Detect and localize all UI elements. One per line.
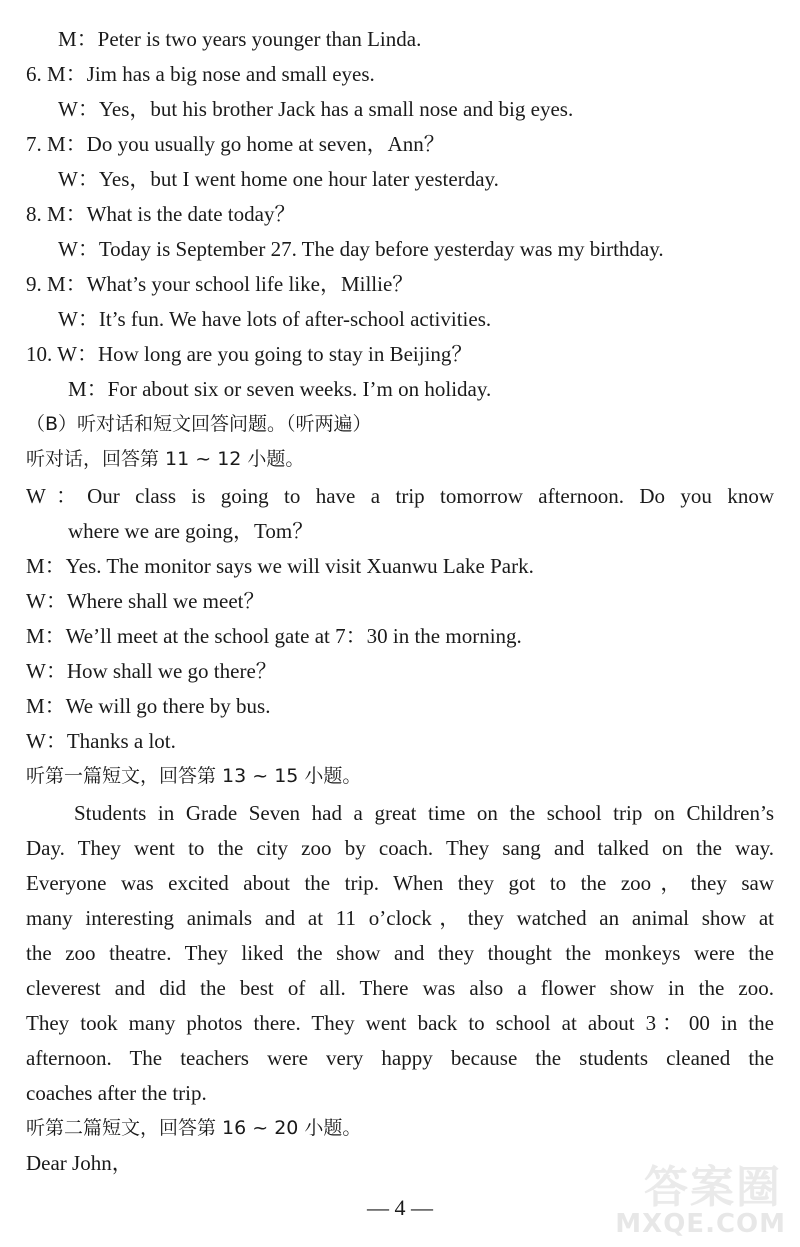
text-line: 8. M：What is the date today？ — [26, 202, 296, 226]
text-line: M：For about six or seven weeks. I’m on holiday. — [68, 377, 492, 401]
text-line: M：Yes. The monitor says we will visit Xuanwu Lake Park. — [26, 554, 534, 578]
paragraph-line: cleverest and did the best of all. There was also a flower show in the zoo. — [26, 976, 774, 1000]
paragraph-line: Day. They went to the city zoo by coach. They sang and talked on the way. — [26, 836, 774, 860]
text-line: 9. M：What’s your school life like，Millie？ — [26, 272, 414, 296]
text-line: 6. M：Jim has a big nose and small eyes. — [26, 62, 375, 86]
watermark-logo — [592, 1147, 792, 1247]
paragraph-line: Everyone was excited about the trip. When they got to the zoo，they saw — [26, 871, 774, 895]
watermark-url: MXQE.COM — [615, 1209, 786, 1239]
text-line: M：We’ll meet at the school gate at 7：30 in the morning. — [26, 624, 522, 648]
paragraph-line: many interesting animals and at 11 o’clock，they watched an animal show at — [26, 906, 774, 930]
text-line: W：Our class is going to have a trip tomorrow afternoon. Do you know — [26, 484, 774, 508]
text-line: W：Thanks a lot. — [26, 729, 176, 753]
page-number: — 4 — — [367, 1195, 433, 1220]
paragraph-line: They took many photos there. They went back to school at about 3：00 in the — [26, 1011, 774, 1035]
text-line: 7. M：Do you usually go home at seven，Ann？ — [26, 132, 445, 156]
section-heading: （B）听对话和短文回答问题。（听两遍） — [26, 413, 372, 435]
paragraph-line: afternoon. The teachers were very happy because the students cleaned the — [26, 1046, 774, 1070]
instruction-line: 听对话，回答第 11 ~ 12 小题。 — [26, 448, 305, 470]
text-line: 10. W：How long are you going to stay in Beijing？ — [26, 342, 473, 366]
watermark-logo-text: 答案圈 — [644, 1162, 782, 1213]
text-line: W：Yes，but I went home one hour later yesterday. — [58, 167, 499, 191]
paragraph-line: coaches after the trip. — [26, 1081, 207, 1105]
text-line: W：Today is September 27. The day before yesterday was my birthday. — [58, 237, 664, 261]
text-line: W：How shall we go there？ — [26, 659, 277, 683]
instruction-line: 听第一篇短文，回答第 13 ~ 15 小题。 — [26, 765, 362, 787]
letter-greeting: Dear John， — [26, 1151, 133, 1175]
text-line: M：Peter is two years younger than Linda. — [58, 27, 422, 51]
text-line: W：Where shall we meet？ — [26, 589, 265, 613]
paragraph-line: the zoo theatre. They liked the show and they thought the monkeys were the — [26, 941, 774, 965]
text-line: W：It’s fun. We have lots of after-school activities. — [58, 307, 492, 331]
text-line: W：Yes，but his brother Jack has a small nose and big eyes. — [58, 97, 574, 121]
text-line: where we are going，Tom？ — [68, 519, 314, 543]
instruction-line: 听第二篇短文，回答第 16 ~ 20 小题。 — [26, 1117, 362, 1139]
text-line: M：We will go there by bus. — [26, 694, 271, 718]
paragraph-line: Students in Grade Seven had a great time on the school trip on Children’s — [74, 801, 774, 825]
